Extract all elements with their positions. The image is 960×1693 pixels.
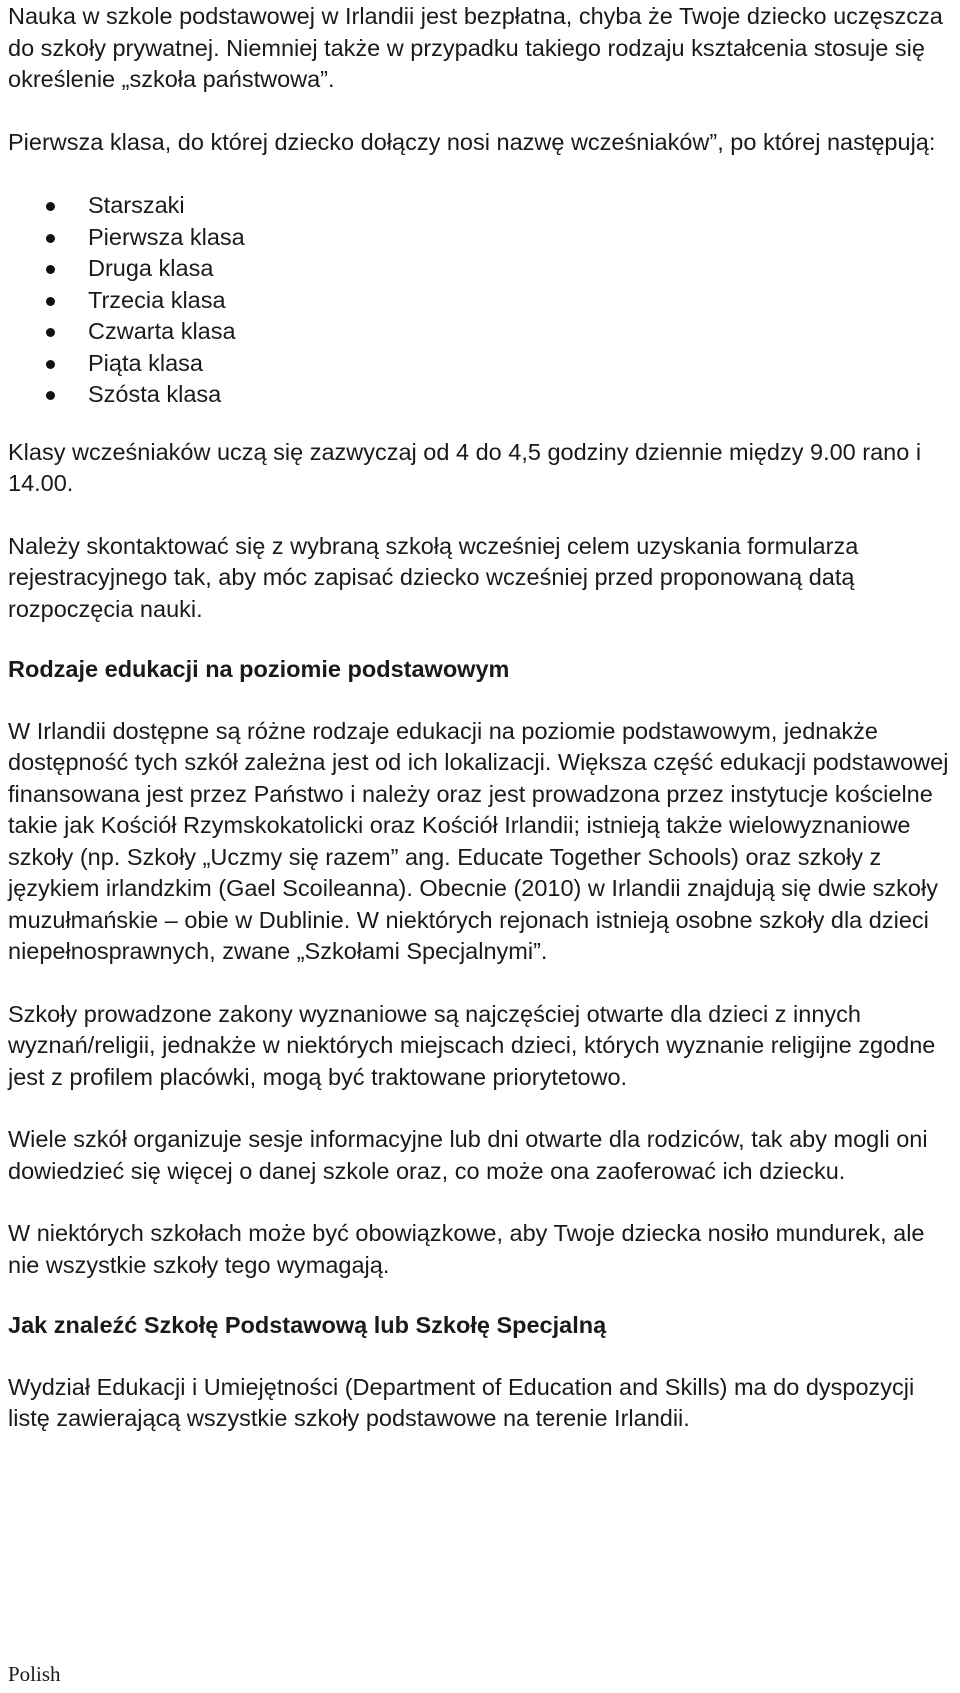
grades-list <box>8 190 953 411</box>
uniform-paragraph: W niektórych szkołach może być obowiązkowe, aby Twoje dziecka nosiło mundurek, ale nie wszystkie szkoły tego wymagają. <box>8 1220 925 1278</box>
contact-paragraph: Należy skontaktować się z wybraną szkołą wcześniej celem uzyskania formularza rejestracyjnego tak, aby móc zapisać dziecko wcześniej przed proponowaną datą rozpoczęcia nauki. <box>8 532 859 622</box>
grade-label: Czwarta klasa <box>88 318 236 344</box>
bullet-icon <box>46 265 55 274</box>
grade-label: Druga klasa <box>88 255 214 281</box>
document-page <box>8 0 953 1435</box>
footer-language-label: Polish <box>8 1662 61 1686</box>
hours-paragraph: Klasy wcześniaków uczą się zazwyczaj od 4 do 4,5 godziny dziennie między 9.00 rano i 14.00. <box>8 438 922 496</box>
list-item <box>8 190 953 222</box>
list-item <box>8 253 953 285</box>
education-types-paragraph: W Irlandii dostępne są różne rodzaje edukacji na poziomie podstawowym, jednakże dostępność tych szkół zależna jest od ich lokalizacji. Większa część edukacji podstawowej finansowana jest przez Państwo i należy oraz jest prowadzona przez instytucje kościelne takie jak Kościół Rzymskokatolicki oraz Kościół Irlandii; istnieją także wielowyznaniowe szkoły (np. Szkoły „Uczmy się razem” ang. Educate Together Schools) oraz szkoły z językiem irlandzkim (Gael Scoileanna). Obecnie (2010) w Irlandii znajdują się dwie szkoły muzułmańskie – obie w Dublinie. W niektórych rejonach istnieją osobne szkoły dla dzieci niepełnosprawnych, zwane „Szkołami Specjalnymi”. <box>8 717 949 964</box>
grade-label: Pierwsza klasa <box>88 223 245 250</box>
first-class-paragraph: Pierwsza klasa, do której dziecko dołączy nosi nazwę wcześniaków”, po której następują: <box>8 128 936 155</box>
bullet-icon <box>46 360 55 369</box>
list-item <box>8 222 953 254</box>
list-item <box>8 316 953 348</box>
section-heading-education-types: Rodzaje edukacji na poziomie podstawowym <box>8 656 510 682</box>
intro-paragraph: Nauka w szkole podstawowej w Irlandii jest bezpłatna, chyba że Twoje dziecko uczęszcza do szkoły prywatnej. Niemniej także w przypadku takiego rodzaju kształcenia stosuje się określenie „szkoła państwowa”. <box>8 3 943 92</box>
list-item <box>8 285 953 317</box>
list-item <box>8 379 953 411</box>
section-heading-find-school: Jak znaleźć Szkołę Podstawową lub Szkołę Specjalną <box>8 1312 607 1338</box>
grade-label: Trzecia klasa <box>88 286 226 313</box>
grade-label: Szósta klasa <box>88 381 222 407</box>
grade-label: Piąta klasa <box>88 349 203 376</box>
bullet-icon <box>46 202 55 211</box>
bullet-icon <box>46 297 55 306</box>
open-days-paragraph: Wiele szkół organizuje sesje informacyjne lub dni otwarte dla rodziców, tak aby mogli oni dowiedzieć się więcej o danej szkole oraz, co może ona zaoferować ich dziecku. <box>8 1126 928 1184</box>
bullet-icon <box>46 391 55 400</box>
bullet-icon <box>46 234 55 243</box>
grade-label: Starszaki <box>88 192 185 218</box>
department-paragraph: Wydział Edukacji i Umiejętności (Department of Education and Skills) ma do dyspozycji listę zawierającą wszystkie szkoły podstawowe na terenie Irlandii. <box>8 1373 915 1431</box>
list-item <box>8 348 953 380</box>
bullet-icon <box>46 328 55 337</box>
religious-schools-paragraph: Szkoły prowadzone zakony wyznaniowe są najczęściej otwarte dla dzieci z innych wyznań/religii, jednakże w niektórych miejscach dzieci, których wyznanie religijne zgodne jest z profilem placówki, mogą być traktowane priorytetowo. <box>8 1000 936 1090</box>
